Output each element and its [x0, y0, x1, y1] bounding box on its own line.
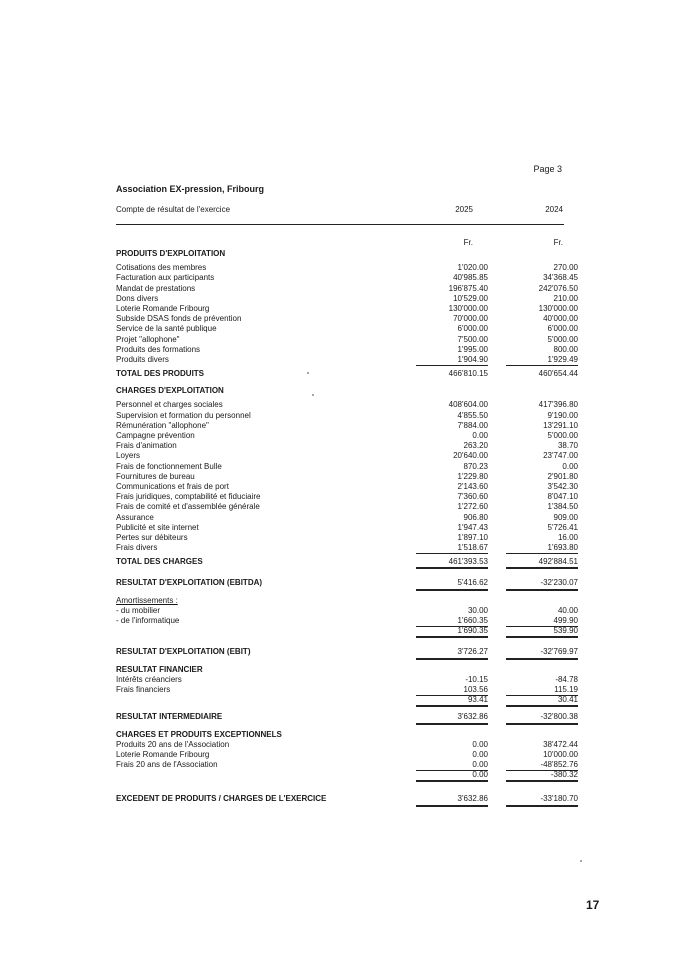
value-2024: -32'769.97	[506, 647, 578, 659]
row-label: Rémunération "allophone"	[116, 420, 209, 430]
row-label: Frais d'animation	[116, 441, 177, 451]
value-2024: -84.78	[555, 674, 578, 684]
line-item-row	[116, 492, 578, 502]
income-statement	[116, 249, 578, 805]
row-label: Mandat de prestations	[116, 283, 196, 293]
value-2025: 0.00	[472, 749, 488, 759]
value-2024: 130'000.00	[538, 303, 578, 313]
value-2025: 1'518.67	[416, 543, 488, 554]
value-2025: 2'143.60	[457, 481, 488, 491]
row-label: - de l'informatique	[116, 616, 180, 625]
row-label: Projet "allophone"	[116, 334, 180, 344]
scan-speck	[307, 372, 309, 374]
line-item-row	[116, 400, 578, 410]
value-2025: 103.56	[416, 685, 488, 696]
value-2024: -380.32	[506, 770, 578, 782]
line-item-row	[116, 293, 578, 304]
value-2025: 3'632.86	[416, 794, 488, 806]
organization-name: Association EX-pression, Fribourg	[116, 184, 265, 194]
value-2024: 417'396.80	[538, 400, 578, 410]
value-2024: 5'000.00	[547, 334, 578, 344]
value-2024: 38.70	[557, 441, 578, 451]
row-label: TOTAL DES CHARGES	[116, 557, 203, 567]
value-2024: 13'291.10	[543, 420, 578, 430]
value-2024: 1'929.49	[506, 355, 578, 366]
value-2025: 130'000.00	[448, 303, 488, 313]
value-2025: 93.41	[416, 695, 488, 707]
value-2025: 1'660.35	[416, 616, 488, 627]
value-2024: 5'726.41	[547, 522, 578, 532]
value-2024: 10'000.00	[543, 749, 578, 759]
page-number: Page 3	[533, 164, 562, 174]
row-label: Publicité et site internet	[116, 522, 199, 532]
value-2024: -33'180.70	[506, 794, 578, 806]
value-2025: 0.00	[416, 770, 488, 782]
value-2025: 1'690.35	[416, 626, 488, 638]
value-2025: 30.00	[467, 605, 488, 615]
value-2025: 870.23	[463, 461, 488, 471]
charges-list	[116, 400, 578, 553]
row-label: Assurance	[116, 512, 154, 522]
financier-subtotal-row	[116, 695, 578, 705]
row-label: Frais divers	[116, 543, 158, 553]
value-2025: -10.15	[465, 674, 488, 684]
line-item-row	[116, 616, 578, 626]
value-2024: 460'654.44	[538, 369, 578, 379]
value-2025: 0.00	[472, 431, 488, 440]
value-2025: 1'897.10	[457, 532, 488, 542]
value-2025: 263.20	[463, 441, 488, 451]
value-2025: 20'640.00	[453, 451, 488, 461]
row-label: - du mobilier	[116, 605, 161, 615]
line-item-row	[116, 471, 578, 482]
scan-speck	[580, 860, 582, 862]
section-heading-financier	[116, 665, 564, 675]
produits-list	[116, 263, 578, 365]
row-label: Produits des formations	[116, 344, 201, 354]
section-title: CHARGES D'EXPLOITATION	[116, 386, 224, 396]
row-label: Communications et frais de port	[116, 481, 229, 491]
currency-current: Fr.	[463, 238, 473, 247]
line-item-row	[116, 760, 578, 770]
value-2024: 16.00	[557, 532, 578, 542]
line-item-row	[116, 749, 578, 760]
row-label: Service de la santé publique	[116, 324, 217, 334]
value-2024: 499.90	[506, 616, 578, 627]
value-2025: 1'995.00	[457, 344, 488, 354]
line-item-row	[116, 420, 578, 431]
section-title: PRODUITS D'EXPLOITATION	[116, 249, 226, 258]
line-item-row	[116, 502, 578, 512]
row-label: RESULTAT D'EXPLOITATION (EBITDA)	[116, 578, 263, 588]
section-heading-amortissements	[116, 596, 564, 606]
value-2024: 6'000.00	[547, 324, 578, 334]
line-item-row	[116, 263, 578, 273]
line-item-row	[116, 431, 578, 441]
value-2024: 38'472.44	[543, 739, 578, 749]
statement-title: Compte de résultat de l'exercice	[116, 205, 231, 214]
amortissements-subtotal-row	[116, 626, 578, 636]
scan-speck	[312, 394, 314, 396]
row-label: Cotisations des membres	[116, 263, 207, 273]
line-item-row	[116, 532, 578, 543]
header-rule	[116, 224, 564, 225]
row-label: Facturation aux participants	[116, 273, 215, 283]
row-label: Frais de fonctionnement Bulle	[116, 461, 222, 471]
section-title: RESULTAT FINANCIER	[116, 664, 203, 674]
line-item-row	[116, 283, 578, 294]
row-label: Intérêts créanciers	[116, 674, 182, 684]
value-2025: 7'360.60	[457, 492, 488, 502]
value-2025: 0.00	[416, 760, 488, 771]
line-item-row	[116, 314, 578, 324]
value-2025: 196'875.40	[448, 283, 488, 293]
value-2025: 5'416.62	[416, 578, 488, 590]
value-2025: 461'393.53	[416, 557, 488, 569]
row-label: Loyers	[116, 451, 141, 461]
value-2025: 3'632.86	[416, 712, 488, 724]
value-2025: 10'529.00	[453, 293, 488, 303]
year-current: 2025	[455, 205, 473, 214]
line-item-row	[116, 324, 578, 334]
value-2024: 9'190.00	[547, 410, 578, 420]
row-label: RESULTAT D'EXPLOITATION (EBIT)	[116, 647, 251, 657]
line-item-row	[116, 451, 578, 461]
row-label: Produits 20 ans de l'Association	[116, 739, 230, 749]
value-2025: 0.00	[472, 739, 488, 749]
value-2025: 3'726.27	[416, 647, 488, 659]
value-2024: -32'800.38	[506, 712, 578, 724]
value-2024: 5'000.00	[547, 431, 578, 440]
line-item-row	[116, 684, 578, 695]
value-2025: 1'904.90	[416, 355, 488, 366]
line-item-row	[116, 512, 578, 523]
value-2024: 34'368.45	[543, 273, 578, 283]
row-label: Loterie Romande Fribourg	[116, 303, 210, 313]
value-2024: 40.00	[557, 605, 578, 615]
line-item-row	[116, 481, 578, 492]
ebitda-row	[116, 578, 578, 588]
exceptionnels-subtotal-row	[116, 770, 578, 780]
total-produits-row	[116, 369, 578, 379]
value-2024: 40'000.00	[543, 314, 578, 324]
document-page-number: 17	[586, 898, 600, 912]
value-2025: 4'855.50	[457, 410, 488, 420]
exceptionnels-list	[116, 739, 578, 771]
row-label: Frais de comité et d'assemblée générale	[116, 502, 260, 512]
line-item-row	[116, 605, 578, 616]
row-label: RESULTAT INTERMEDIAIRE	[116, 712, 223, 722]
line-item-row	[116, 441, 578, 451]
row-label: Frais financiers	[116, 684, 171, 694]
value-2024: 210.00	[553, 293, 578, 303]
value-2024: 115.19	[506, 685, 578, 696]
value-2024: 30.41	[506, 695, 578, 707]
row-label: Personnel et charges sociales	[116, 400, 223, 410]
value-2024: 1'384.50	[547, 502, 578, 512]
line-item-row	[116, 410, 578, 421]
value-2024: -32'230.07	[506, 578, 578, 590]
value-2024: 800.00	[553, 344, 578, 354]
ebit-row	[116, 647, 578, 657]
line-item-row	[116, 461, 578, 472]
value-2024: 909.00	[553, 512, 578, 522]
line-item-row	[116, 334, 578, 345]
value-2025: 70'000.00	[453, 314, 488, 324]
row-label: TOTAL DES PRODUITS	[116, 369, 205, 379]
intermediaire-row	[116, 712, 578, 722]
value-2024: 270.00	[553, 263, 578, 273]
section-heading-produits	[116, 249, 564, 259]
value-2024: 2'901.80	[547, 471, 578, 481]
value-2024: 8'047.10	[547, 492, 578, 502]
value-2025: 40'985.85	[453, 273, 488, 283]
row-label: Produits divers	[116, 354, 169, 364]
value-2024: 0.00	[562, 461, 578, 471]
line-item-row	[116, 354, 578, 365]
line-item-row	[116, 344, 578, 355]
excedent-row	[116, 794, 578, 804]
line-item-row	[116, 543, 578, 553]
value-2025: 7'500.00	[457, 334, 488, 344]
amortissements-list	[116, 605, 578, 626]
row-label: Frais 20 ans de l'Association	[116, 760, 218, 770]
value-2024: 492'884.51	[506, 557, 578, 569]
row-label: Pertes sur débiteurs	[116, 532, 188, 542]
row-label: Loterie Romande Fribourg	[116, 749, 210, 759]
section-title: Amortissements :	[116, 595, 178, 605]
row-label: EXCEDENT DE PRODUITS / CHARGES DE L'EXERCICE	[116, 794, 327, 804]
line-item-row	[116, 739, 578, 750]
row-label: Fournitures de bureau	[116, 471, 195, 481]
row-label: Supervision et formation du personnel	[116, 410, 251, 420]
value-2024: 1'693.80	[506, 543, 578, 554]
value-2025: 408'604.00	[448, 400, 488, 410]
section-heading-exceptionnels	[116, 730, 564, 740]
value-2025: 1'020.00	[457, 263, 488, 273]
value-2024: 539.90	[506, 626, 578, 638]
value-2024: -48'852.76	[506, 760, 578, 771]
line-item-row	[116, 522, 578, 533]
line-item-row	[116, 273, 578, 283]
section-heading-charges	[116, 386, 564, 396]
value-2025: 7'884.00	[457, 420, 488, 430]
section-title: CHARGES ET PRODUITS EXCEPTIONNELS	[116, 729, 282, 739]
value-2025: 466'810.15	[448, 369, 488, 379]
currency-previous: Fr.	[553, 238, 563, 247]
row-label: Subside DSAS fonds de prévention	[116, 314, 242, 324]
line-item-row	[116, 303, 578, 314]
row-label: Dons divers	[116, 293, 159, 303]
financier-list	[116, 674, 578, 695]
total-charges-row	[116, 557, 578, 567]
row-label: Frais juridiques, comptabilité et fiduciaire	[116, 492, 261, 502]
value-2025: 1'229.80	[457, 471, 488, 481]
value-2024: 242'076.50	[538, 283, 578, 293]
value-2024: 3'542.30	[547, 481, 578, 491]
value-2025: 6'000.00	[457, 324, 488, 334]
value-2024: 23'747.00	[543, 451, 578, 461]
year-previous: 2024	[545, 205, 563, 214]
line-item-row	[116, 674, 578, 685]
value-2025: 906.80	[463, 512, 488, 522]
value-2025: 1'272.60	[457, 502, 488, 512]
value-2025: 1'947.43	[457, 522, 488, 532]
row-label: Campagne prévention	[116, 431, 195, 440]
